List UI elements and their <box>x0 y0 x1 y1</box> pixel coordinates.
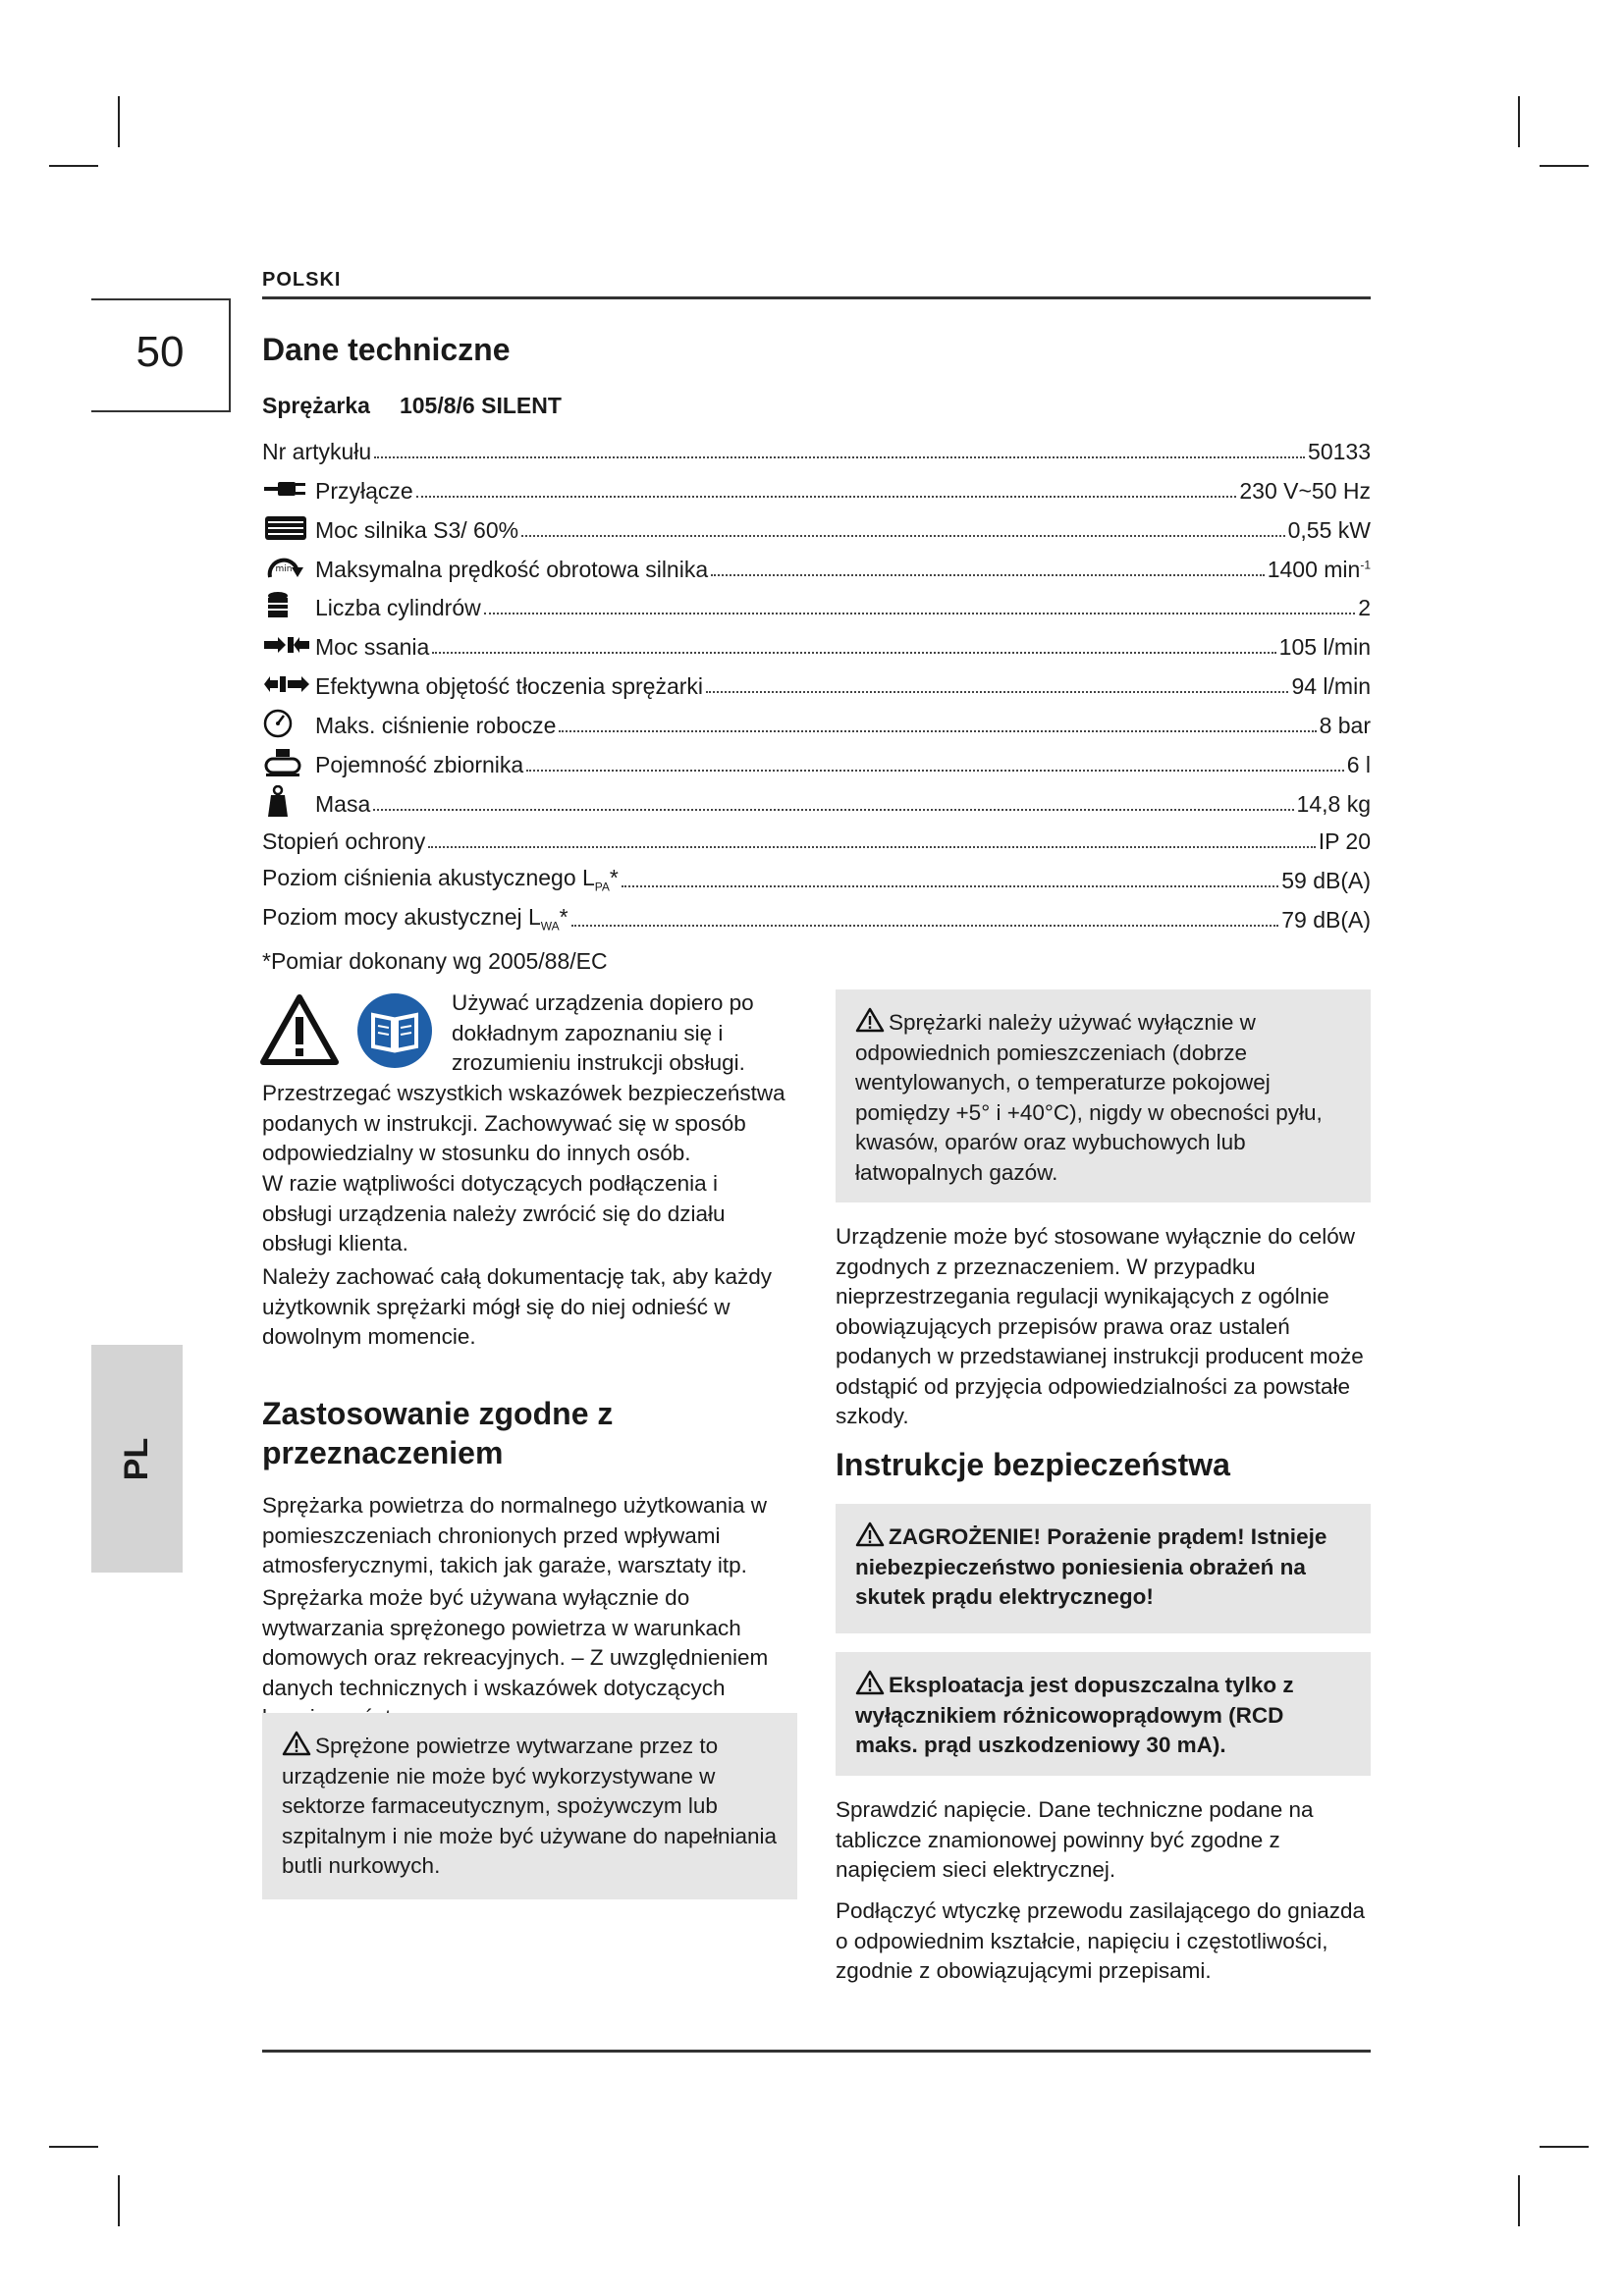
warning-icon <box>855 1670 885 1695</box>
dot-leader <box>432 652 1275 654</box>
dot-leader <box>559 730 1316 732</box>
spec-row <box>262 667 1371 700</box>
spec-row <box>262 471 1371 505</box>
plug-icon <box>262 473 315 505</box>
language-side-tab-label: PL <box>117 1437 155 1480</box>
product-model: 105/8/6 SILENT <box>399 393 562 418</box>
spec-row <box>262 861 1371 894</box>
spec-label: Moc silnika S3/ 60% <box>315 517 519 543</box>
spec-value: 14,8 kg <box>1296 791 1371 817</box>
spec-row <box>262 627 1371 661</box>
manual-note: Używać urządzenia dopiero po dokładnym zapoznaniu się i zrozumieniu instrukcji obsługi. <box>452 990 754 1075</box>
spec-label: Maksymalna prędkość obrotowa silnika <box>315 557 709 582</box>
spec-value: 105 l/min <box>1278 634 1371 660</box>
dot-leader <box>706 691 1288 693</box>
spec-label: Poziom ciśnienia akustycznego $L_{PA}*$ <box>262 865 619 894</box>
rcd-warning <box>836 1652 1371 1776</box>
dot-leader <box>374 456 1305 458</box>
spec-row <box>262 784 1371 818</box>
dot-leader <box>571 925 1279 927</box>
crop-mark <box>49 2146 98 2148</box>
spec-label: Pojemność zbiornika <box>315 752 524 777</box>
dot-leader <box>484 613 1355 614</box>
warning-triangle-icon <box>259 993 340 1071</box>
tech-data-title: Dane techniczne <box>262 332 511 367</box>
paragraph: Urządzenie może być stosowane wyłącznie do celów zgodnych z przeznaczeniem. W przypadku nieprzestrzegania regulacji wynikających z ogólnie obowiązujących przepisów prawa oraz ustaleń podanych w przedstawianej instrukcji producent może odstąpić od przyjęcia odpowiedzialności za powstałe szkody. <box>836 1224 1364 1428</box>
warning-text: Eksploatacja jest dopuszczalna tylko z wyłącznikiem różnicowoprądowym (RCD maks. prąd uszkodzeniowy 30 mA). <box>855 1673 1294 1757</box>
cylinder-icon <box>262 590 315 621</box>
spec-label: Moc ssania <box>315 634 430 660</box>
spec-label: Poziom mocy akustycznej $L_{WA}*$ <box>262 904 568 934</box>
compressed-air-warning <box>262 1713 797 1899</box>
tank-icon <box>262 747 315 778</box>
spec-value: 230 V~50 Hz <box>1239 478 1371 504</box>
spec-row <box>262 706 1371 739</box>
spec-value: 59 dB(A) <box>1281 868 1371 893</box>
paragraph: Sprężarka powietrza do normalnego użytkowania w pomieszczeniach chronionych przed wpływami atmosferycznymi, takich jak garaże, warsztaty itp. <box>262 1493 768 1577</box>
spec-label: Masa <box>315 791 371 817</box>
safety-heading: Instrukcje bezpieczeństwa <box>836 1447 1230 1482</box>
dot-leader <box>428 846 1315 848</box>
spec-label: Stopień ochrony <box>262 828 426 854</box>
rooms-warning <box>836 989 1371 1202</box>
spec-row <box>262 432 1371 465</box>
crop-mark <box>1518 96 1520 147</box>
dot-leader <box>521 535 1285 537</box>
dot-leader <box>373 809 1293 811</box>
language-header: POLSKI <box>262 269 342 291</box>
spec-row <box>262 900 1371 934</box>
spec-label: Przyłącze <box>315 478 413 504</box>
dot-leader <box>416 496 1237 498</box>
crop-mark <box>118 2175 120 2226</box>
warning-text: Sprężarki należy używać wyłącznie w odpowiednich pomieszczeniach (dobrze wentylowanych, o temperaturze pokojowej pomiędzy +5° i +40°C), nigdy w obecności pyłu, kwasów, oparów oraz wybuchowych lub łatwopalnych gazów. <box>855 1010 1323 1185</box>
spec-row <box>262 822 1371 855</box>
warning-icon <box>282 1731 311 1756</box>
header-rule <box>262 296 1371 299</box>
spec-row <box>262 588 1371 621</box>
rpm-icon <box>262 552 315 583</box>
crop-mark <box>1518 2175 1520 2226</box>
paragraph: W razie wątpliwości dotyczących podłączenia i obsługi urządzenia należy zwrócić się do działu obsługi klienta. <box>262 1171 726 1255</box>
paragraph: Sprężarka może być używana wyłącznie do wytwarzania sprężonego powietrza w warunkach domowych oraz rekreacyjnych. – Z uwzględnieniem danych technicznych i wskazówek dotyczących <box>262 1585 769 1700</box>
paragraph: Należy zachować całą dokumentację tak, aby każdy użytkownik sprężarki mógł się do niej odnieść w dowolnym momencie. <box>262 1264 773 1349</box>
dot-leader <box>526 770 1343 772</box>
spec-value: 2 <box>1358 595 1371 620</box>
page-number: 50 <box>135 328 185 376</box>
crop-mark <box>118 96 120 147</box>
spec-value: 50133 <box>1308 439 1371 464</box>
spec-value: 1400 $\min^{-1}$ <box>1267 557 1371 582</box>
intake-icon <box>262 629 315 661</box>
crop-mark <box>1540 2146 1589 2148</box>
paragraph: Podłączyć wtyczkę przewodu zasilającego do gniazda o odpowiednim kształcie, napięciu i częstotliwości, zgodnie z obowiązującymi przepisami. <box>836 1898 1366 1983</box>
spec-value: 8 bar <box>1319 713 1371 738</box>
svg-text:min: min <box>275 564 293 574</box>
warning-text: Sprężone powietrze wytwarzane przez to urządzenie nie może być wykorzystywane w sektorze farmaceutycznym, spożywczym lub szpitalnym i nie może być używane do napełniania butli nurkowych. <box>282 1734 778 1878</box>
spec-label: Nr artykułu <box>262 439 372 464</box>
dot-leader <box>622 885 1278 887</box>
spec-value: 0,55 kW <box>1287 517 1371 543</box>
spec-row <box>262 745 1371 778</box>
crop-mark <box>1540 165 1589 167</box>
usage-heading: Zastosowanie zgodne z przeznaczeniem <box>262 1396 614 1470</box>
spec-label: Liczba cylindrów <box>315 595 481 620</box>
paragraph: Sprawdzić napięcie. Dane techniczne podane na tabliczce znamionowej powinny być zgodne z napięciem sieci elektrycznej. <box>836 1797 1314 1882</box>
output-icon <box>262 668 315 700</box>
dot-leader <box>711 574 1265 576</box>
spec-value: 6 l <box>1346 752 1371 777</box>
paragraph: Przestrzegać wszystkich wskazówek bezpieczeństwa podanych w instrukcji. Zachowywać się w sposób odpowiedzialny w stosunku do innych osób. <box>262 1081 785 1165</box>
read-manual-icon <box>355 991 434 1075</box>
spec-label: Maks. ciśnienie robocze <box>315 713 557 738</box>
spec-row <box>262 550 1371 583</box>
warning-icon <box>855 1007 885 1033</box>
warning-icon <box>855 1522 885 1547</box>
weight-icon <box>262 786 315 818</box>
pressure-gauge-icon <box>262 708 315 739</box>
spec-value: IP 20 <box>1318 828 1371 854</box>
spec-label: Efektywna objętość tłoczenia sprężarki <box>315 673 704 699</box>
spec-row <box>262 510 1371 544</box>
spec-footnote: *Pomiar dokonany wg 2005/88/EC <box>262 948 608 974</box>
spec-value: 79 dB(A) <box>1281 907 1371 933</box>
footer-rule <box>262 2050 1371 2053</box>
spec-value: 94 l/min <box>1291 673 1371 699</box>
motor-icon <box>262 512 315 544</box>
product-subtitle <box>262 393 591 419</box>
electric-shock-warning <box>836 1504 1371 1633</box>
warning-text: ZAGROŻENIE! Porażenie prądem! Istnieje niebezpieczeństwo poniesienia obrażeń na skutek prądu elektrycznego! <box>855 1524 1327 1609</box>
product-label: Sprężarka <box>262 393 370 418</box>
crop-mark <box>49 165 98 167</box>
